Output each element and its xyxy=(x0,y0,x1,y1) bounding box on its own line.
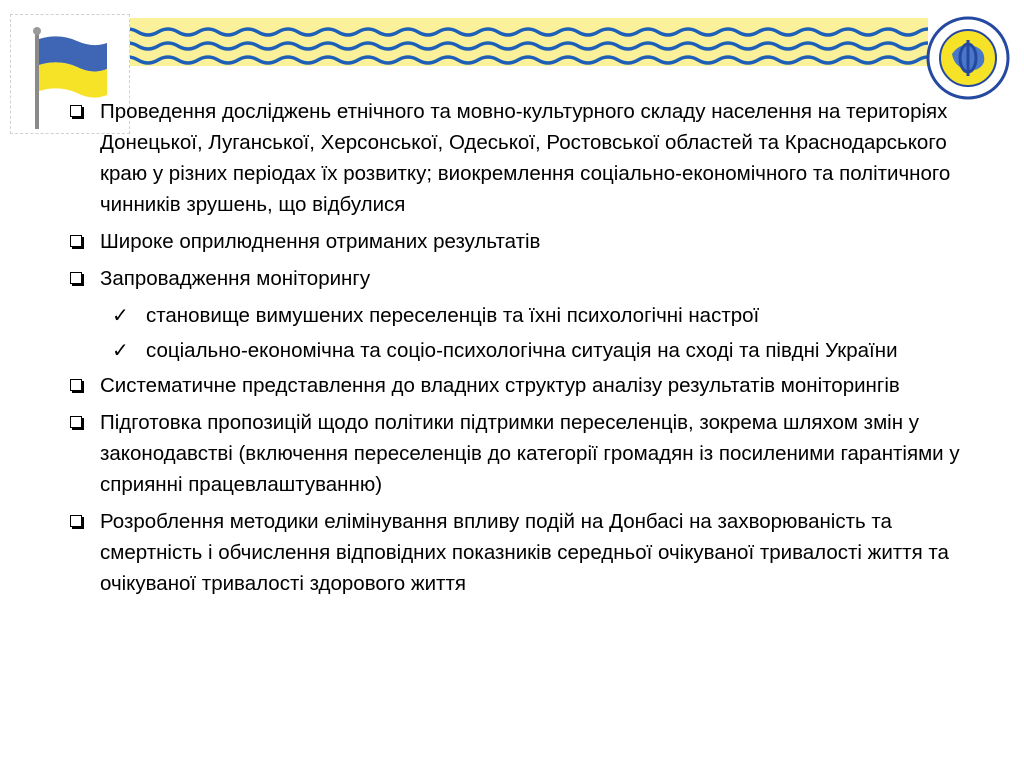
checkmark-icon: ✓ xyxy=(112,338,129,362)
list-item xyxy=(64,96,984,220)
list-item-text: Проведення досліджень етнічного та мовно-культурного складу населення на територіях Донецької, Луганської, Херсонської, Одеської, Ростовської областей та Краснодарського краю у різних періодах їх розвитку; виокремлення соціально-економічного та політичного чинників зрушень, що відбулися xyxy=(100,100,951,216)
list-item-text: соціально-економічна та соціо-психологічна ситуація на сході та півдні України xyxy=(146,339,898,362)
wave-banner xyxy=(118,18,928,66)
list-item-text: Широке оприлюднення отриманих результатів xyxy=(100,230,541,253)
list-item-text: становище вимушених переселенців та їхні психологічні настрої xyxy=(146,304,760,327)
sub-list-item xyxy=(110,335,984,366)
square-bullet-icon xyxy=(70,105,82,117)
institute-emblem-icon xyxy=(926,16,1010,100)
list-item xyxy=(64,226,984,257)
list-item-text: Систематичне представлення до владних структур аналізу результатів моніторингів xyxy=(100,374,900,397)
list-item-text: Розроблення методики елімінування впливу подій на Донбасі на захворюваність та смертність і обчислення відповідних показників середньої очікуваної тривалості життя та очікуваної тривалості здорового життя xyxy=(100,510,949,595)
square-bullet-icon xyxy=(70,235,82,247)
list-item xyxy=(64,407,984,500)
list-item xyxy=(64,370,984,401)
wave-pattern-icon xyxy=(118,18,928,66)
square-bullet-icon xyxy=(70,416,82,428)
list-item-text: Запровадження моніторингу xyxy=(100,267,371,290)
square-bullet-icon xyxy=(70,379,82,391)
list-item xyxy=(64,263,984,294)
list-item xyxy=(64,506,984,599)
list-item-text: Підготовка пропозицій щодо політики підтримки переселенців, зокрема шляхом змін у законодавстві (включення переселенців до категорії громадян із посиленими гарантіями у сприянні працевлаштуванню) xyxy=(100,411,960,496)
bullet-list xyxy=(64,96,984,605)
checkmark-icon: ✓ xyxy=(112,303,129,327)
square-bullet-icon xyxy=(70,272,82,284)
sub-list-item xyxy=(110,300,984,331)
square-bullet-icon xyxy=(70,515,82,527)
